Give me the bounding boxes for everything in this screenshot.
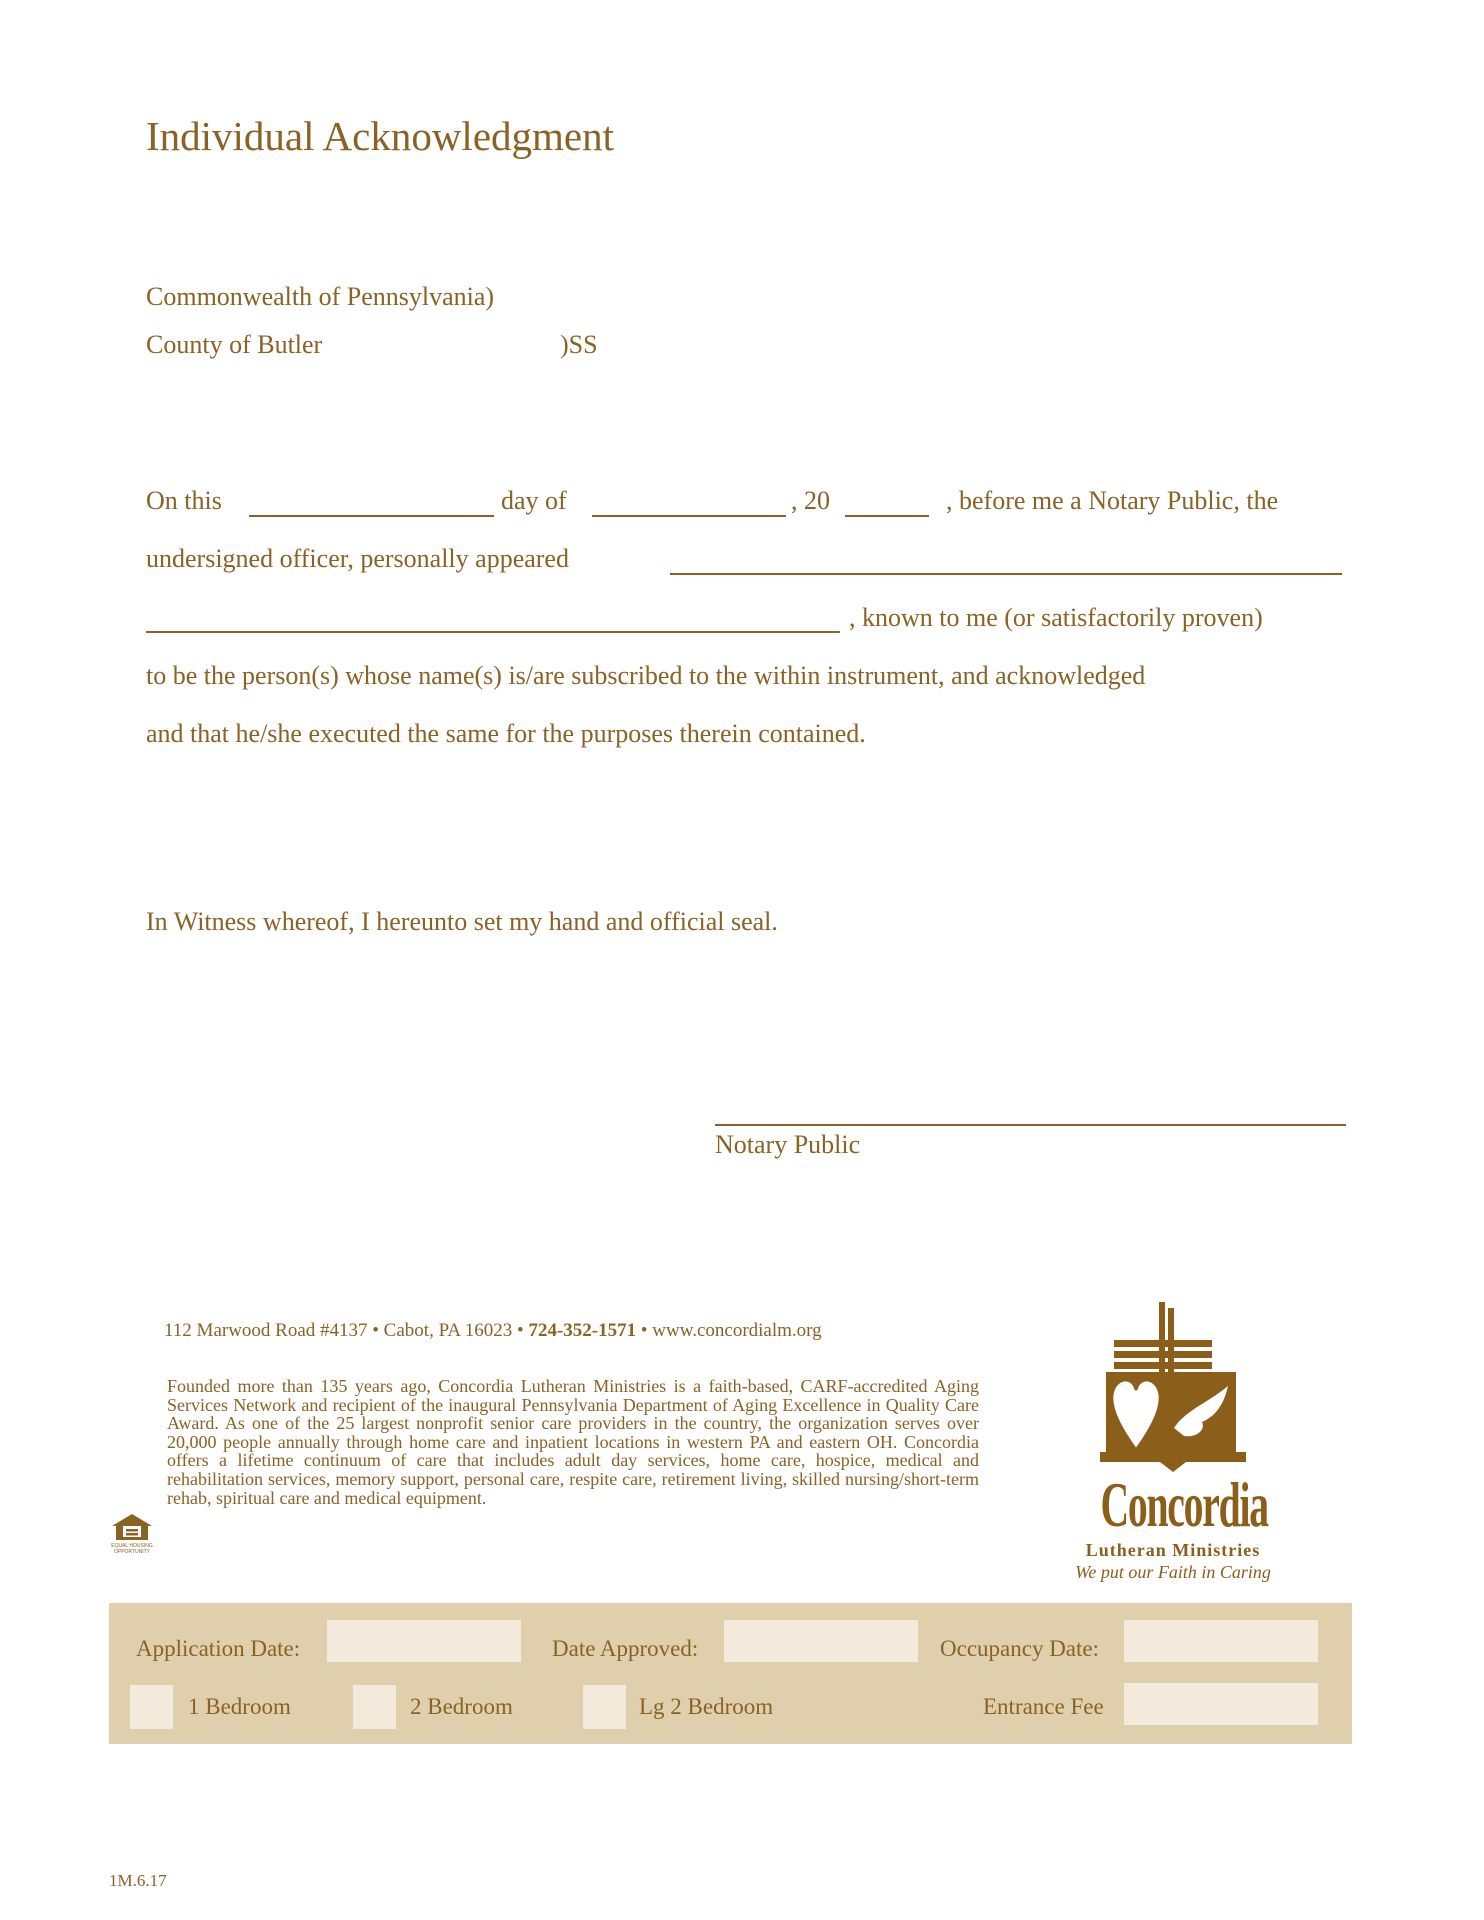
application-date-field[interactable] [327,1620,521,1662]
body-line-4: to be the person(s) whose name(s) is/are subscribed to the within instrument, and acknowledged [146,661,1146,690]
form-code: 1M.6.17 [109,1871,167,1890]
bedroom1-checkbox[interactable] [130,1685,173,1729]
date-approved-field[interactable] [724,1620,918,1662]
name-blank-1[interactable] [670,573,1342,575]
entrance-fee-label: Entrance Fee [983,1694,1104,1719]
year-blank[interactable] [845,515,929,517]
year-prefix: , 20 [791,486,830,515]
equal-housing-icon [108,1512,156,1559]
name-blank-2[interactable] [146,631,840,633]
witness-text: In Witness whereof, I hereunto set my hand and official seal. [146,907,778,936]
concordia-logo [1056,1300,1290,1582]
day-blank[interactable] [249,515,494,517]
date-approved-label: Date Approved: [552,1636,699,1661]
bedroom1-label: 1 Bedroom [188,1694,291,1719]
lg2-bedroom-checkbox[interactable] [583,1685,626,1729]
logo-name: Concordia [1100,1469,1268,1540]
office-use-panel [109,1603,1352,1744]
application-date-label: Application Date: [136,1636,301,1661]
svg-text:EQUAL HOUSING: EQUAL HOUSING [111,1543,153,1549]
bedroom2-label: 2 Bedroom [410,1694,513,1719]
occupancy-date-field[interactable] [1124,1620,1318,1662]
bedroom2-checkbox[interactable] [353,1685,396,1729]
about-paragraph: Founded more than 135 years ago, Concordia Lutheran Ministries is a faith-based, CARF-accredited Aging Services Network and recipient of the inaugural Pennsylvania Department of Aging Excellence in Quality Care Award. As one of the 25 largest nonprofit senior care providers in the country, the organization serves over 20,000 people annually through home care and inpatient locations in western PA and eastern OH. Concordia offers a lifetime continuum of care that includes adult day services, home care, hospice, medical and rehabilitation services, memory support, personal care, respite care, retirement living, skilled nursing/short-term rehab, spiritual care and medical equipment. [167,1376,979,1508]
on-this-label: On this [146,486,222,515]
occupancy-date-label: Occupancy Date: [940,1636,1100,1661]
known-text: , known to me (or satisfactorily proven) [849,603,1263,632]
venue-state: Commonwealth of Pennsylvania) [146,282,495,311]
appeared-text: undersigned officer, personally appeared [146,544,569,573]
logo-subtitle: Lutheran Ministries [1085,1540,1261,1560]
venue-county: County of Butler [146,330,323,359]
notary-label: Notary Public [715,1130,861,1159]
day-of-label: day of [501,486,567,515]
svg-text:OPPORTUNITY: OPPORTUNITY [113,1549,151,1554]
website-link[interactable]: • www.concordialm.org [640,1320,822,1341]
entrance-fee-field[interactable] [1124,1683,1318,1725]
logo-emblem-icon [1056,1300,1290,1480]
body-line-5: and that he/she executed the same for the purposes therein contained. [146,719,866,748]
lg2-bedroom-label: Lg 2 Bedroom [639,1694,774,1719]
phone: 724-352-1571 [528,1320,637,1341]
notary-signature-line[interactable] [715,1124,1346,1126]
before-me-text: , before me a Notary Public, the [946,486,1279,515]
address-line [164,1320,822,1342]
address: 112 Marwood Road #4137 • Cabot, PA 16023 • [164,1320,524,1341]
venue-ss: )SS [560,330,598,359]
month-blank[interactable] [592,515,786,517]
logo-tagline: We put our Faith in Caring [1075,1562,1271,1582]
page-title: Individual Acknowledgment [146,113,614,159]
